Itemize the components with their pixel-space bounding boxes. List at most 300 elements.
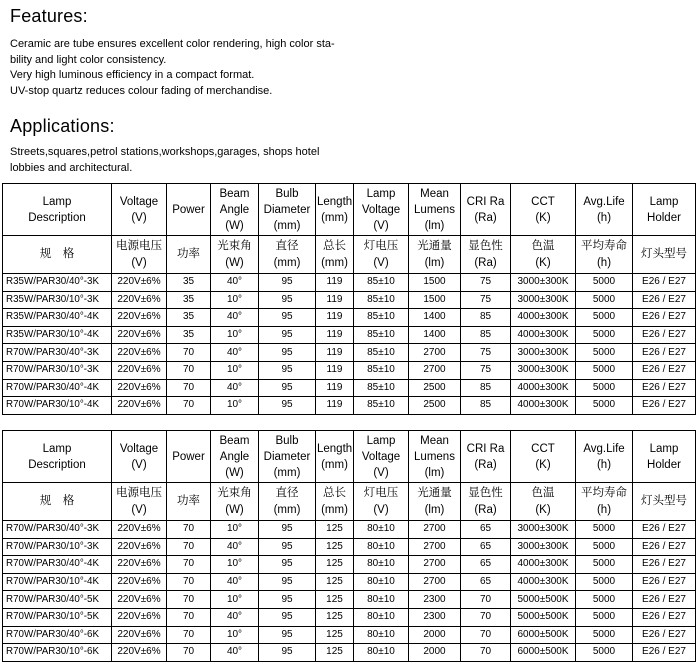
table-row [3, 379, 696, 397]
header-text: CRI Ra [466, 442, 505, 455]
features-line: bility and light color consistency. [10, 53, 167, 66]
header-text: 色温 [531, 239, 555, 252]
header-cell-holder [633, 184, 696, 236]
cell-holder: E26 / E27 [633, 556, 696, 574]
cell-power: 70 [167, 344, 211, 362]
cell-lampvolt: 80±10 [354, 591, 409, 609]
header-text: 光束角 [217, 239, 252, 252]
cell-desc: R35W/PAR30/10°-3K [3, 291, 112, 309]
cell-cri: 70 [461, 626, 511, 644]
cell-desc: R70W/PAR30/40°-4K [3, 556, 112, 574]
header-text: Power [172, 203, 205, 216]
cell-length: 125 [316, 608, 354, 626]
header-cell-life [576, 184, 633, 236]
cell-lumens: 2300 [409, 591, 461, 609]
header-cell-voltage [112, 184, 167, 236]
header-text: (V) [373, 466, 389, 479]
cell-lumens: 2700 [409, 521, 461, 539]
header-text: (lm) [424, 219, 445, 232]
header-text: (mm) [321, 458, 348, 471]
cell-desc: R70W/PAR30/10°-5K [3, 608, 112, 626]
header-text: Voltage [119, 442, 159, 455]
cell-life: 5000 [576, 573, 633, 591]
cell-power: 70 [167, 556, 211, 574]
cell-voltage: 220V±6% [112, 608, 167, 626]
header-text: 电源电压 [116, 239, 162, 252]
header-text: 总长 [323, 239, 346, 252]
cell-power: 70 [167, 521, 211, 539]
cell-power: 70 [167, 379, 211, 397]
cell-desc: R70W/PAR30/40°-3K [3, 521, 112, 539]
table-row [3, 397, 696, 415]
cell-holder: E26 / E27 [633, 309, 696, 327]
header-text: (Ra) [474, 503, 497, 516]
cell-diameter: 95 [259, 274, 316, 292]
cell-life: 5000 [576, 361, 633, 379]
cell-voltage: 220V±6% [112, 591, 167, 609]
cell-length: 119 [316, 397, 354, 415]
header-text: Diameter [263, 203, 311, 216]
header-text: Bulb [275, 434, 299, 447]
applications-line: lobbies and architectural. [10, 161, 133, 174]
header-text: Power [172, 450, 205, 463]
cell-voltage: 220V±6% [112, 274, 167, 292]
cell-diameter: 95 [259, 556, 316, 574]
cell-lumens: 1400 [409, 309, 461, 327]
header-cell-desc [3, 483, 112, 521]
header-text: (Ra) [474, 256, 497, 269]
cell-beam: 10° [211, 361, 259, 379]
header-text: (W) [225, 256, 244, 269]
table-row [3, 344, 696, 362]
header-text: (mm) [273, 256, 301, 269]
applications-heading: Applications: [10, 115, 115, 137]
applications-text [10, 145, 370, 176]
cell-lumens: 2000 [409, 644, 461, 662]
cell-life: 5000 [576, 309, 633, 327]
header-text: Voltage [361, 203, 401, 216]
header-text: (V) [131, 503, 147, 516]
cell-length: 119 [316, 309, 354, 327]
cell-lampvolt: 85±10 [354, 344, 409, 362]
cell-beam: 10° [211, 291, 259, 309]
cell-cri: 85 [461, 326, 511, 344]
header-text: Lamp [366, 434, 396, 447]
header-cell-cri [461, 184, 511, 236]
cell-diameter: 95 [259, 608, 316, 626]
cell-length: 125 [316, 573, 354, 591]
header-text: Angle [219, 203, 250, 216]
cell-power: 70 [167, 626, 211, 644]
cell-voltage: 220V±6% [112, 379, 167, 397]
cell-voltage: 220V±6% [112, 556, 167, 574]
header-text: (W) [225, 219, 244, 232]
cell-life: 5000 [576, 538, 633, 556]
header-text: Lamp [42, 442, 72, 455]
header-text: 直径 [275, 239, 299, 252]
cell-cct: 4000±300K [511, 397, 576, 415]
cell-holder: E26 / E27 [633, 274, 696, 292]
cell-diameter: 95 [259, 326, 316, 344]
cell-desc: R70W/PAR30/40°-4K [3, 379, 112, 397]
cell-power: 70 [167, 573, 211, 591]
header-cell-voltage [112, 431, 167, 483]
cell-lumens: 2700 [409, 538, 461, 556]
cell-lumens: 2700 [409, 344, 461, 362]
cell-cct: 4000±300K [511, 309, 576, 327]
header-text: Length [317, 195, 353, 208]
header-text: (h) [596, 458, 612, 471]
cell-lampvolt: 80±10 [354, 556, 409, 574]
cell-length: 119 [316, 379, 354, 397]
cell-power: 70 [167, 591, 211, 609]
cell-desc: R70W/PAR30/10°-6K [3, 644, 112, 662]
cell-diameter: 95 [259, 573, 316, 591]
cell-desc: R35W/PAR30/10°-4K [3, 326, 112, 344]
cell-power: 35 [167, 291, 211, 309]
cell-lumens: 2000 [409, 626, 461, 644]
header-text: Lamp [649, 442, 679, 455]
cell-cri: 70 [461, 644, 511, 662]
header-row-chinese [3, 236, 696, 274]
header-cell-beam [211, 184, 259, 236]
cell-holder: E26 / E27 [633, 326, 696, 344]
cell-diameter: 95 [259, 397, 316, 415]
table-row [3, 274, 696, 292]
header-text: Lamp [42, 195, 72, 208]
header-text: (mm) [321, 211, 348, 224]
cell-cri: 75 [461, 344, 511, 362]
header-text: 功率 [177, 495, 200, 507]
header-cell-diameter [259, 184, 316, 236]
cell-beam: 10° [211, 626, 259, 644]
cell-lumens: 2700 [409, 556, 461, 574]
cell-voltage: 220V±6% [112, 326, 167, 344]
cell-holder: E26 / E27 [633, 344, 696, 362]
header-cell-voltage [112, 236, 167, 274]
cell-beam: 10° [211, 591, 259, 609]
cell-lumens: 2700 [409, 573, 461, 591]
header-text: Angle [219, 450, 250, 463]
cell-cct: 3000±300K [511, 274, 576, 292]
table-row [3, 521, 696, 539]
header-text: (Ra) [474, 211, 497, 224]
cell-length: 119 [316, 274, 354, 292]
cell-voltage: 220V±6% [112, 521, 167, 539]
header-text: (K) [535, 256, 551, 269]
cell-cct: 4000±300K [511, 556, 576, 574]
cell-life: 5000 [576, 556, 633, 574]
cell-lampvolt: 85±10 [354, 274, 409, 292]
cell-length: 125 [316, 626, 354, 644]
header-cell-beam [211, 236, 259, 274]
table-row [3, 608, 696, 626]
header-text: 灯头型号 [641, 248, 687, 260]
header-text: (K) [535, 458, 551, 471]
cell-cct: 3000±300K [511, 291, 576, 309]
cell-voltage: 220V±6% [112, 397, 167, 415]
cell-cri: 65 [461, 573, 511, 591]
cell-power: 35 [167, 309, 211, 327]
cell-cri: 75 [461, 361, 511, 379]
cell-diameter: 95 [259, 538, 316, 556]
applications-line: Streets,squares,petrol stations,workshops,garages, shops hotel [10, 146, 320, 158]
header-text: (lm) [424, 256, 445, 269]
cell-power: 35 [167, 326, 211, 344]
cell-cct: 4000±300K [511, 573, 576, 591]
header-text: Holder [647, 211, 681, 224]
table-row [3, 361, 696, 379]
cell-holder: E26 / E27 [633, 591, 696, 609]
cell-lumens: 2300 [409, 608, 461, 626]
header-row-english [3, 431, 696, 483]
cell-length: 125 [316, 538, 354, 556]
cell-holder: E26 / E27 [633, 521, 696, 539]
cell-lampvolt: 80±10 [354, 521, 409, 539]
features-line: Very high luminous efficiency in a compact format. [10, 69, 255, 81]
header-text: Lamp [366, 187, 396, 200]
cell-holder: E26 / E27 [633, 573, 696, 591]
cell-cri: 65 [461, 556, 511, 574]
header-text: 显色性 [468, 486, 503, 499]
cell-desc: R70W/PAR30/10°-3K [3, 538, 112, 556]
cell-life: 5000 [576, 644, 633, 662]
cell-cct: 4000±300K [511, 379, 576, 397]
header-text: 光通量 [417, 486, 452, 499]
header-text: Voltage [119, 195, 159, 208]
header-cell-desc [3, 184, 112, 236]
cell-lumens: 1400 [409, 326, 461, 344]
header-text: 平均寿命 [581, 486, 627, 499]
header-cell-lumens [409, 184, 461, 236]
features-text [10, 37, 370, 99]
features-line: Ceramic are tube ensures excellent color rendering, high color sta- [10, 38, 335, 50]
header-cell-cct [511, 483, 576, 521]
cell-voltage: 220V±6% [112, 644, 167, 662]
cell-lumens: 2500 [409, 379, 461, 397]
header-cell-lampvolt [354, 431, 409, 483]
cell-voltage: 220V±6% [112, 626, 167, 644]
header-text: (mm) [321, 503, 348, 516]
header-cell-power [167, 431, 211, 483]
cell-desc: R70W/PAR30/40°-6K [3, 626, 112, 644]
cell-length: 125 [316, 591, 354, 609]
cell-lumens: 1500 [409, 274, 461, 292]
cell-cct: 6000±500K [511, 626, 576, 644]
cell-diameter: 95 [259, 626, 316, 644]
header-text: 直径 [275, 486, 299, 499]
features-heading: Features: [10, 5, 88, 27]
cell-power: 70 [167, 538, 211, 556]
cell-life: 5000 [576, 291, 633, 309]
cell-beam: 10° [211, 521, 259, 539]
cell-lampvolt: 85±10 [354, 309, 409, 327]
header-text: 电源电压 [116, 486, 162, 499]
cell-holder: E26 / E27 [633, 397, 696, 415]
cell-life: 5000 [576, 397, 633, 415]
header-row-chinese [3, 483, 696, 521]
header-cell-cct [511, 184, 576, 236]
cell-voltage: 220V±6% [112, 309, 167, 327]
header-text: (mm) [273, 503, 301, 516]
cell-voltage: 220V±6% [112, 361, 167, 379]
cell-life: 5000 [576, 608, 633, 626]
header-cell-lumens [409, 431, 461, 483]
header-text: Beam [219, 434, 250, 447]
table-row [3, 538, 696, 556]
header-cell-lampvolt [354, 184, 409, 236]
cell-holder: E26 / E27 [633, 361, 696, 379]
header-text: Length [317, 442, 353, 455]
header-text: (V) [131, 458, 147, 471]
header-text: (W) [225, 466, 244, 479]
header-text: Avg.Life [583, 442, 625, 455]
header-text: (V) [373, 256, 389, 269]
table-row [3, 556, 696, 574]
header-text: 显色性 [468, 239, 503, 252]
header-text: (V) [131, 256, 147, 269]
header-text: CCT [531, 195, 555, 208]
header-text: 规 格 [39, 495, 75, 507]
header-text: (K) [535, 503, 551, 516]
header-cell-voltage [112, 483, 167, 521]
cell-life: 5000 [576, 274, 633, 292]
header-text: 平均寿命 [581, 239, 627, 252]
header-cell-holder [633, 483, 696, 521]
cell-lampvolt: 85±10 [354, 291, 409, 309]
cell-lampvolt: 80±10 [354, 538, 409, 556]
header-text: 光束角 [217, 486, 252, 499]
cell-cct: 3000±300K [511, 344, 576, 362]
cell-holder: E26 / E27 [633, 379, 696, 397]
header-cell-power [167, 236, 211, 274]
cell-lumens: 2500 [409, 397, 461, 415]
header-text: (lm) [424, 503, 445, 516]
cell-cct: 4000±300K [511, 326, 576, 344]
features-line: UV-stop quartz reduces colour fading of merchandise. [10, 84, 273, 97]
cell-lampvolt: 85±10 [354, 361, 409, 379]
cell-diameter: 95 [259, 521, 316, 539]
header-text: Lumens [414, 450, 455, 463]
header-text: 色温 [531, 486, 555, 499]
cell-beam: 10° [211, 326, 259, 344]
table-row [3, 573, 696, 591]
header-cell-cct [511, 431, 576, 483]
cell-power: 70 [167, 608, 211, 626]
cell-cct: 5000±500K [511, 591, 576, 609]
header-cell-diameter [259, 236, 316, 274]
cell-life: 5000 [576, 379, 633, 397]
table-row [3, 591, 696, 609]
cell-length: 119 [316, 326, 354, 344]
header-text: Mean [420, 187, 449, 200]
spec-table-2 [2, 430, 696, 662]
header-text: (h) [596, 503, 612, 516]
header-text: (mm) [273, 466, 301, 479]
header-cell-length [316, 483, 354, 521]
cell-power: 35 [167, 274, 211, 292]
cell-cri: 75 [461, 291, 511, 309]
cell-lampvolt: 80±10 [354, 573, 409, 591]
cell-cri: 70 [461, 591, 511, 609]
table-row [3, 644, 696, 662]
header-cell-cri [461, 483, 511, 521]
cell-length: 119 [316, 344, 354, 362]
cell-power: 70 [167, 644, 211, 662]
cell-cri: 65 [461, 538, 511, 556]
cell-life: 5000 [576, 591, 633, 609]
header-text: 总长 [323, 486, 346, 499]
header-cell-holder [633, 431, 696, 483]
cell-cri: 65 [461, 521, 511, 539]
header-cell-holder [633, 236, 696, 274]
header-text: Holder [647, 458, 681, 471]
cell-life: 5000 [576, 626, 633, 644]
cell-diameter: 95 [259, 644, 316, 662]
cell-lampvolt: 85±10 [354, 397, 409, 415]
header-text: 规 格 [39, 248, 75, 260]
cell-lampvolt: 85±10 [354, 379, 409, 397]
header-cell-desc [3, 431, 112, 483]
cell-diameter: 95 [259, 379, 316, 397]
cell-voltage: 220V±6% [112, 291, 167, 309]
header-text: 功率 [177, 248, 200, 260]
cell-desc: R70W/PAR30/10°-4K [3, 397, 112, 415]
cell-beam: 40° [211, 573, 259, 591]
cell-holder: E26 / E27 [633, 608, 696, 626]
cell-life: 5000 [576, 344, 633, 362]
cell-power: 70 [167, 361, 211, 379]
header-text: (lm) [424, 466, 445, 479]
header-cell-diameter [259, 483, 316, 521]
cell-desc: R35W/PAR30/40°-4K [3, 309, 112, 327]
header-text: Diameter [263, 450, 311, 463]
header-text: (h) [596, 211, 612, 224]
header-cell-cct [511, 236, 576, 274]
header-text: (h) [596, 256, 612, 269]
cell-power: 70 [167, 397, 211, 415]
header-text: CRI Ra [466, 195, 505, 208]
cell-lampvolt: 85±10 [354, 326, 409, 344]
header-cell-diameter [259, 431, 316, 483]
header-text: (Ra) [474, 458, 497, 471]
cell-cct: 5000±500K [511, 608, 576, 626]
cell-cri: 85 [461, 309, 511, 327]
cell-holder: E26 / E27 [633, 626, 696, 644]
cell-diameter: 95 [259, 309, 316, 327]
header-text: Mean [420, 434, 449, 447]
header-cell-lumens [409, 236, 461, 274]
cell-beam: 40° [211, 538, 259, 556]
header-cell-life [576, 483, 633, 521]
cell-diameter: 95 [259, 291, 316, 309]
header-text: (K) [535, 211, 551, 224]
cell-lumens: 1500 [409, 291, 461, 309]
header-cell-beam [211, 483, 259, 521]
cell-desc: R35W/PAR30/40°-3K [3, 274, 112, 292]
cell-cct: 3000±300K [511, 521, 576, 539]
header-text: 灯头型号 [641, 495, 687, 507]
cell-cri: 70 [461, 608, 511, 626]
header-text: Lamp [649, 195, 679, 208]
cell-cct: 3000±300K [511, 538, 576, 556]
cell-beam: 40° [211, 344, 259, 362]
header-cell-life [576, 431, 633, 483]
header-text: Beam [219, 187, 250, 200]
table-row [3, 291, 696, 309]
header-cell-power [167, 184, 211, 236]
cell-length: 125 [316, 521, 354, 539]
